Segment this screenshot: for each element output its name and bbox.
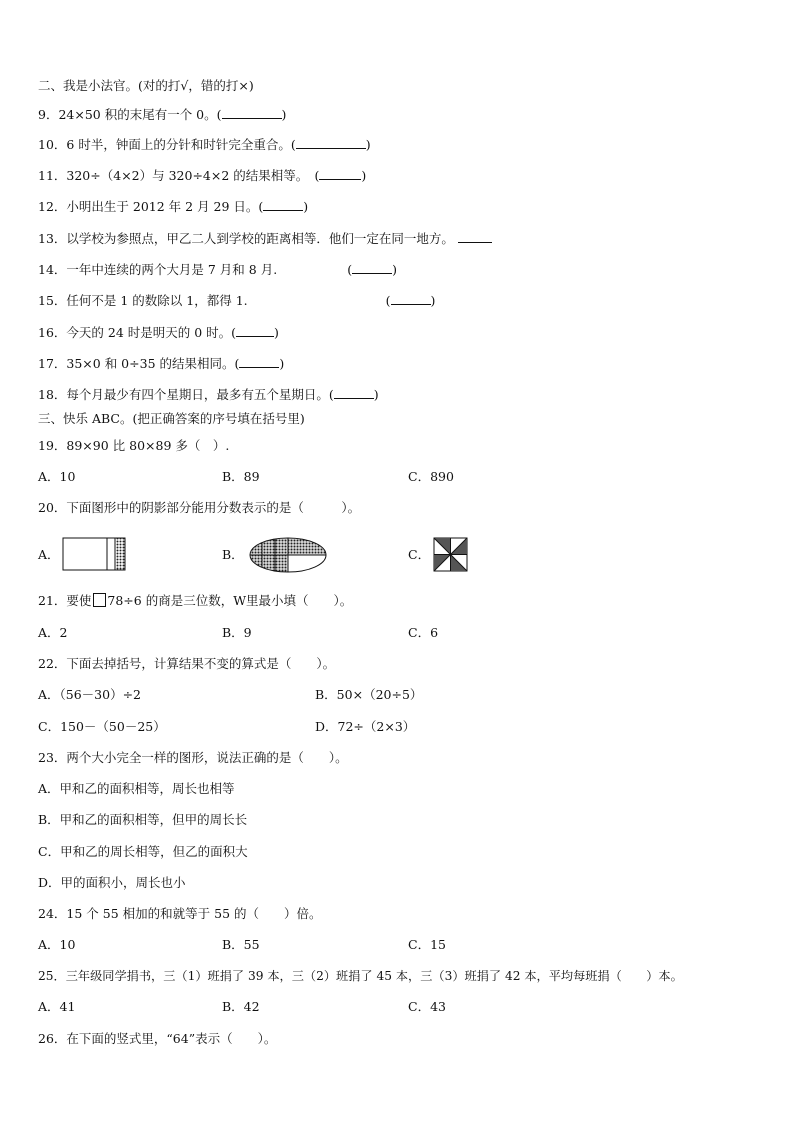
answer-blank[interactable] bbox=[296, 136, 366, 149]
option-a[interactable]: A．甲和乙的面积相等，周长也相等 bbox=[38, 781, 235, 796]
option-c[interactable]: C．890 bbox=[408, 469, 454, 484]
question-text: 78÷6 的商是三位数，W里最小填（ ）。 bbox=[107, 593, 353, 608]
question-text: 18．每个月最少有四个星期日，最多有五个星期日。( bbox=[38, 387, 334, 402]
figure-c-square bbox=[433, 537, 469, 573]
answer-blank[interactable] bbox=[391, 292, 431, 305]
answer-blank[interactable] bbox=[319, 167, 361, 180]
question-20: 20．下面图形中的阴影部分能用分数表示的是（ ）。 bbox=[38, 500, 361, 515]
question-10 bbox=[38, 136, 371, 153]
option-c[interactable]: C．15 bbox=[408, 937, 446, 952]
paren-close: ) bbox=[281, 107, 287, 122]
blank-box[interactable] bbox=[93, 593, 106, 607]
paren-close: ) bbox=[430, 293, 436, 308]
option-b[interactable]: B． bbox=[222, 547, 244, 562]
question-text: 12．小明出生于 2012 年 2 月 29 日。( bbox=[38, 199, 264, 214]
question-17 bbox=[38, 355, 284, 372]
paren-close: ) bbox=[392, 262, 397, 277]
question-26: 26．在下面的竖式里，“64”表示（ ）。 bbox=[38, 1031, 277, 1046]
option-b[interactable]: B．甲和乙的面积相等，但甲的周长长 bbox=[38, 812, 248, 827]
option-a[interactable]: A．10 bbox=[38, 937, 76, 952]
question-24: 24．15 个 55 相加的和就等于 55 的（ ）倍。 bbox=[38, 906, 322, 921]
question-9 bbox=[38, 106, 286, 123]
paren-close: ) bbox=[361, 168, 367, 183]
question-text: 14．一年中连续的两个大月是 7 月和 8 月. bbox=[38, 262, 278, 277]
option-d[interactable]: D．甲的面积小，周长也小 bbox=[38, 875, 186, 890]
option-a[interactable]: A． bbox=[38, 547, 60, 562]
answer-blank[interactable] bbox=[263, 198, 303, 211]
question-21 bbox=[38, 593, 352, 609]
question-text: 15．任何不是 1 的数除以 1，都得 1. bbox=[38, 293, 248, 308]
question-text: 13．以学校为参照点，甲乙二人到学校的距离相等．他们一定在同一地方。 bbox=[38, 231, 454, 246]
question-text: 9．24×50 积的末尾有一个 0。( bbox=[38, 107, 222, 122]
option-a[interactable]: A．41 bbox=[38, 999, 76, 1014]
option-c[interactable]: C． bbox=[408, 547, 431, 562]
paren-open: ( bbox=[385, 293, 391, 308]
answer-blank[interactable] bbox=[236, 324, 274, 337]
option-b[interactable]: B．50×（20÷5） bbox=[315, 687, 423, 702]
question-15 bbox=[38, 292, 435, 309]
option-a[interactable]: A．2 bbox=[38, 625, 68, 640]
option-c[interactable]: C．43 bbox=[408, 999, 446, 1014]
answer-blank[interactable] bbox=[334, 386, 374, 399]
question-12 bbox=[38, 198, 308, 215]
paren-close: ) bbox=[279, 356, 285, 371]
option-a[interactable]: A．10 bbox=[38, 469, 76, 484]
paren-close: ) bbox=[303, 199, 309, 214]
question-25: 25．三年级同学捐书，三（1）班捐了 39 本，三（2）班捐了 45 本，三（3）班捐了 42 本，平均每班捐（ ）本。 bbox=[38, 969, 683, 983]
paren-close: ) bbox=[373, 387, 379, 402]
answer-blank[interactable] bbox=[458, 230, 492, 243]
question-22: 22．下面去掉括号，计算结果不变的算式是（ ）。 bbox=[38, 656, 336, 671]
paren-close: ) bbox=[274, 325, 279, 340]
option-a[interactable]: A．（56－30）÷2 bbox=[38, 687, 142, 702]
question-text: 11．320÷（4×2）与 320÷4×2 的结果相等。 ( bbox=[38, 168, 320, 183]
question-text: 16．今天的 24 时是明天的 0 时。( bbox=[38, 325, 237, 340]
question-19: 19．89×90 比 80×89 多（ ）. bbox=[38, 438, 230, 453]
option-d[interactable]: D．72÷（2×3） bbox=[315, 719, 416, 734]
question-18 bbox=[38, 386, 379, 403]
option-b[interactable]: B．42 bbox=[222, 999, 260, 1014]
paren-close: ) bbox=[365, 137, 371, 152]
question-14 bbox=[38, 261, 397, 278]
option-c[interactable]: C．6 bbox=[408, 625, 439, 640]
figure-b-ellipse bbox=[248, 536, 328, 574]
option-b[interactable]: B．89 bbox=[222, 469, 260, 484]
answer-blank[interactable] bbox=[239, 355, 279, 368]
paren-open: ( bbox=[347, 262, 353, 277]
figure-a-rectangle bbox=[62, 537, 126, 571]
question-16 bbox=[38, 324, 279, 341]
section-3-heading: 三、快乐 ABC。(把正确答案的序号填在括号里) bbox=[38, 411, 305, 426]
question-13 bbox=[38, 230, 492, 247]
question-text: 10．6 时半，钟面上的分针和时针完全重合。( bbox=[38, 137, 296, 152]
option-c[interactable]: C．150－（50－25） bbox=[38, 719, 166, 734]
question-23: 23．两个大小完全一样的图形，说法正确的是（ ）。 bbox=[38, 750, 348, 765]
answer-blank[interactable] bbox=[352, 261, 392, 274]
section-2-heading: 二、我是小法官。(对的打√，错的打×) bbox=[38, 78, 254, 93]
answer-blank[interactable] bbox=[222, 106, 282, 119]
option-b[interactable]: B．55 bbox=[222, 937, 260, 952]
question-text: 21．要使 bbox=[38, 593, 92, 608]
option-b[interactable]: B．9 bbox=[222, 625, 252, 640]
question-11 bbox=[38, 167, 366, 184]
option-c[interactable]: C．甲和乙的周长相等，但乙的面积大 bbox=[38, 844, 248, 859]
question-text: 17．35×0 和 0÷35 的结果相同。( bbox=[38, 356, 240, 371]
